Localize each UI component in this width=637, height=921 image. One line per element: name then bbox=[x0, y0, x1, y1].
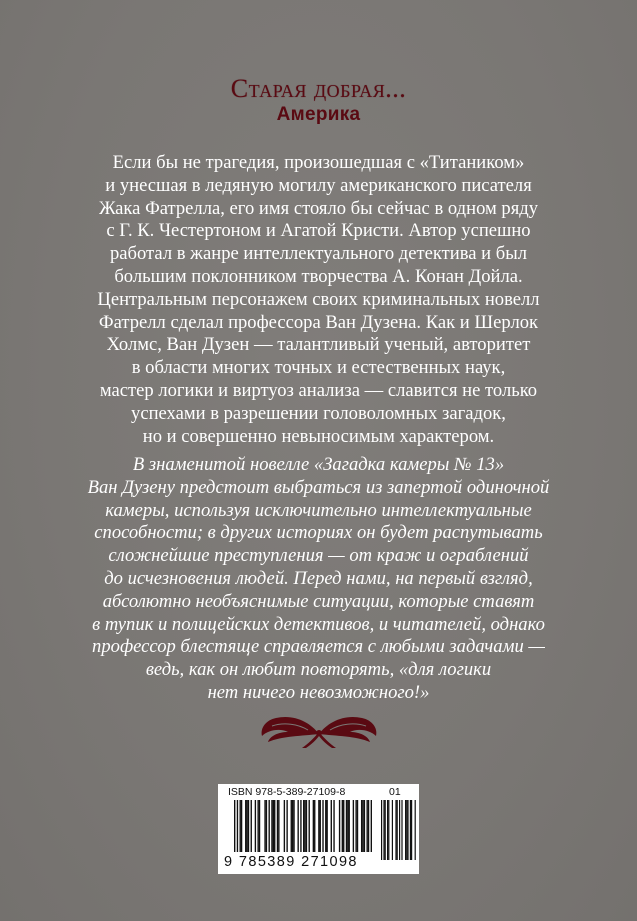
barcode-bar bbox=[286, 800, 287, 852]
text-line: успехами в разрешении головоломных загадок, bbox=[131, 402, 506, 424]
barcode-bar bbox=[387, 800, 388, 860]
barcode-bar bbox=[381, 800, 382, 860]
series-title: Старая добрая... bbox=[230, 74, 407, 103]
text-line: до исчезновения людей. Перед нами, на первый взгляд, bbox=[104, 567, 533, 589]
description-paragraph bbox=[70, 152, 567, 448]
text-line: Если бы не трагедия, произошедшая с «Титаником» bbox=[112, 152, 525, 173]
barcode-bar bbox=[304, 800, 305, 852]
text-line: в области многих точных и естественных наук, bbox=[131, 357, 506, 379]
text-line: мастер логики и виртуоз анализа — славится не только bbox=[99, 379, 538, 401]
barcode-bar bbox=[297, 800, 298, 852]
barcode-bar bbox=[343, 800, 344, 852]
barcode-bar bbox=[291, 800, 292, 852]
barcode-bar bbox=[366, 800, 367, 852]
barcode-bar bbox=[410, 800, 411, 860]
barcode-bar bbox=[313, 800, 314, 852]
barcode-bar bbox=[241, 800, 242, 852]
barcode-bar bbox=[333, 800, 334, 852]
barcode-bar bbox=[264, 800, 265, 852]
barcode-bar bbox=[269, 800, 270, 852]
barcode bbox=[218, 784, 419, 874]
text-line: Жака Фатрелла, его имя стояло бы сейчас в одном ряду bbox=[98, 197, 539, 219]
barcode-bar bbox=[292, 800, 293, 852]
barcode-bar bbox=[368, 800, 369, 852]
barcode-bar bbox=[415, 800, 416, 860]
text-line: камеры, используя исключительно интеллектуальные bbox=[105, 499, 532, 521]
barcode-bar bbox=[255, 800, 256, 852]
text-line: с Г. К. Честертоном и Агатой Кристи. Автор успешно bbox=[106, 220, 531, 242]
barcode-bar bbox=[257, 800, 258, 852]
barcode-bar bbox=[293, 800, 294, 852]
barcode-bar bbox=[325, 800, 326, 852]
barcode-bar bbox=[274, 800, 275, 852]
barcode-bar bbox=[278, 800, 279, 852]
barcode-bar bbox=[284, 800, 285, 852]
barcode-bar bbox=[271, 800, 272, 852]
barcode-bar bbox=[306, 800, 307, 852]
barcode-bar bbox=[326, 800, 327, 852]
barcode-addon-number: 01 bbox=[389, 786, 401, 798]
barcode-bar bbox=[314, 800, 315, 852]
text-line: Холмс, Ван Дузен — талантливый ученый, авторитет bbox=[106, 334, 531, 356]
text-line: большим поклонником творчества А. Конан Дойла. bbox=[114, 265, 523, 287]
barcode-bar bbox=[371, 800, 372, 852]
barcode-digits: 9 785389 271098 bbox=[224, 854, 358, 870]
text-line: абсолютно необъяснимые ситуации, которые ставят bbox=[102, 590, 535, 612]
barcode-bar bbox=[347, 800, 348, 852]
barcode-bar bbox=[346, 800, 347, 852]
barcode-bar bbox=[361, 800, 362, 852]
barcode-bar bbox=[240, 800, 241, 852]
barcode-bar bbox=[349, 800, 350, 852]
barcode-bar bbox=[248, 800, 249, 852]
text-line: сложнейшие преступления — от краж и ограблений bbox=[108, 545, 529, 567]
barcode-bar bbox=[277, 800, 278, 852]
barcode-bar bbox=[237, 800, 238, 852]
floral-ornament-icon bbox=[258, 708, 380, 750]
text-line: но и совершенно невыносимым характером. bbox=[142, 425, 495, 447]
barcode-bar bbox=[392, 800, 393, 860]
barcode-bar bbox=[401, 800, 402, 860]
barcode-bar bbox=[388, 800, 389, 860]
barcode-bar bbox=[385, 800, 386, 860]
barcode-bar bbox=[309, 800, 310, 852]
barcode-bar bbox=[364, 800, 365, 852]
text-line: нет ничего невозможного!» bbox=[207, 681, 430, 703]
barcode-bar bbox=[331, 800, 332, 852]
barcode-bar bbox=[357, 800, 358, 852]
text-line: работал в жанре интеллектуального детектива и был bbox=[110, 243, 527, 265]
text-line: В знаменитой новелле «Загадка камеры № 13» bbox=[132, 454, 505, 475]
barcode-bar bbox=[405, 800, 406, 860]
text-line: и унесшая в ледяную могилу американского писателя bbox=[105, 174, 532, 196]
barcode-bar bbox=[234, 800, 235, 852]
barcode-bar bbox=[246, 800, 247, 852]
barcode-bar bbox=[397, 800, 398, 860]
barcode-bar bbox=[362, 800, 363, 852]
barcode-bar bbox=[251, 800, 252, 852]
barcode-bar bbox=[259, 800, 260, 852]
barcode-bar bbox=[318, 800, 319, 852]
text-line: ведь, как он любит повторять, «для логики bbox=[145, 659, 492, 681]
barcode-bar bbox=[353, 800, 354, 852]
barcode-bar bbox=[406, 800, 407, 860]
barcode-bar bbox=[266, 800, 267, 852]
text-line: Центральным персонажем своих криминальных новелл bbox=[97, 288, 540, 310]
barcode-bar bbox=[320, 800, 321, 852]
italic-paragraph bbox=[70, 454, 567, 705]
barcode-bar bbox=[383, 800, 384, 860]
barcode-bar bbox=[407, 800, 408, 860]
text-line: Ван Дузену предстоит выбраться из запертой одиночной bbox=[87, 476, 550, 498]
series-subtitle: Америка bbox=[276, 104, 361, 125]
barcode-bar bbox=[322, 800, 323, 852]
isbn-label: ISBN 978-5-389-27109-8 bbox=[228, 786, 346, 798]
barcode-bar bbox=[273, 800, 274, 852]
text-line: Фатрелл сделал профессора Ван Дузена. Как и Шерлок bbox=[98, 311, 539, 333]
text-line: способности; в других историях он будет распутывать bbox=[94, 522, 543, 544]
barcode-bar bbox=[355, 800, 356, 852]
barcode-bar bbox=[395, 800, 396, 860]
barcode-bar bbox=[342, 800, 343, 852]
barcode-bar bbox=[411, 800, 412, 860]
barcode-bar bbox=[300, 800, 301, 852]
barcode-bar bbox=[303, 800, 304, 852]
text-line: профессор блестяще справляется с любыми задачами — bbox=[92, 636, 545, 658]
barcode-bar bbox=[339, 800, 340, 852]
barcode-bar bbox=[399, 800, 400, 860]
barcode-bar bbox=[245, 800, 246, 852]
text-line: в тупик и полицейских детективов, и читателей, однако bbox=[92, 613, 545, 635]
